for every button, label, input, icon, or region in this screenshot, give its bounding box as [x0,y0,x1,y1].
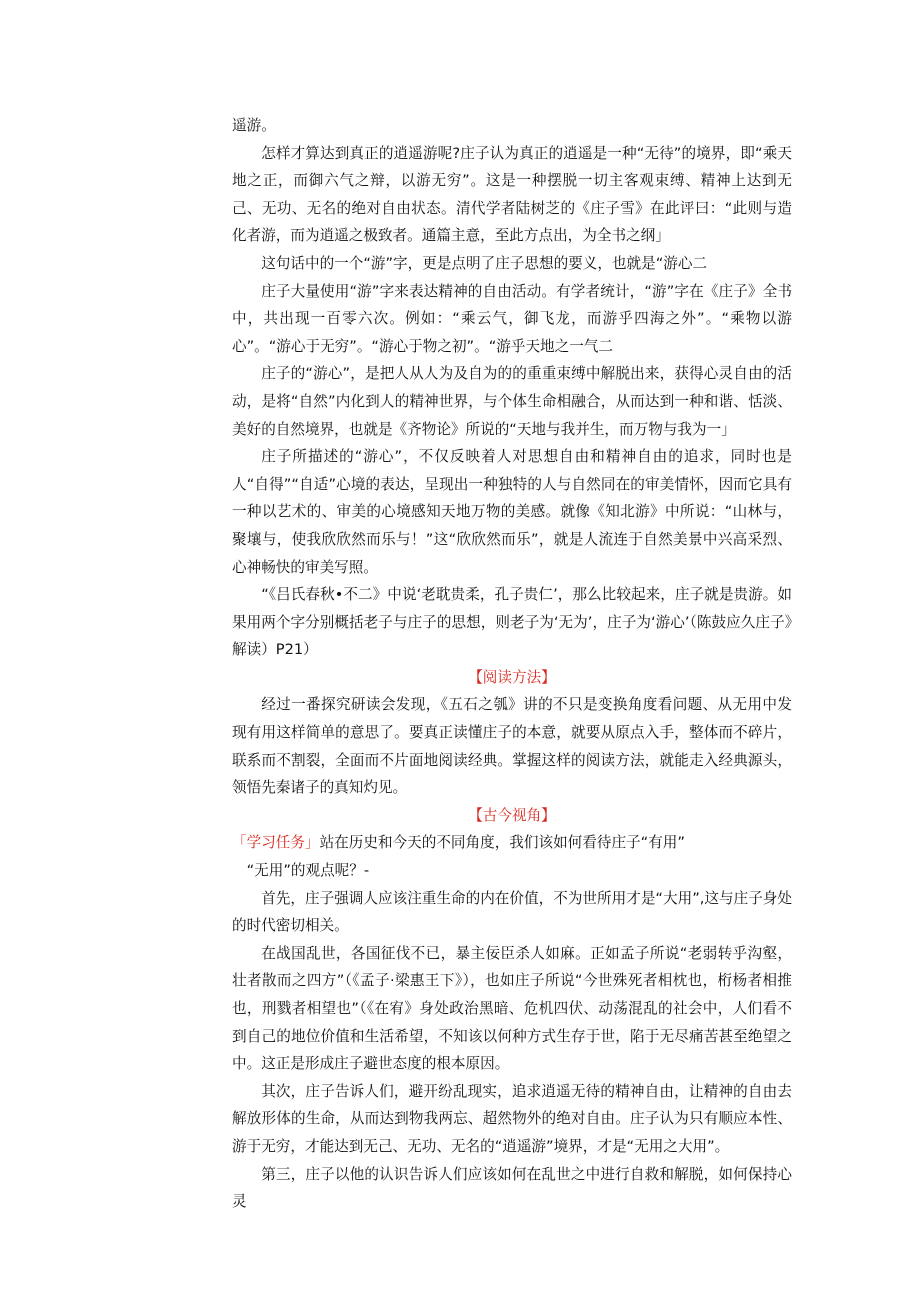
paragraph: 其次，庄子告诉人们，避开纷乱现实，追求逍遥无待的精神自由，让精神的自由去解放形体的生命，从而达到物我两忘、超然物外的绝对自由。庄子认为只有顺应本性、游于无穷，才能达到无己、无功、无名的“逍遥游”境界，才是“无用之大用”。 [232,1082,792,1155]
quote-paragraph: “《吕氏春秋•不二》中说‘老耽贵柔，孔子贵仁’，那么比较起来，庄子就是贵游。如果用两个字分别概括老子与庄子的思想，则老子为‘无为’，庄子为‘游心’（陈鼓应久庄子》解读）P21） [232,586,792,659]
paragraph: 怎样才算达到真正的逍遥游呢?庄子认为真正的逍遥是一种“无待”的境界，即“乘天地之正，而御六气之辩，以游无穷”。这是一种摆脱一切主客观束缚、精神上达到无己、无功、无名的绝对自由状态。清代学者陆树芝的《庄子雪》在此评曰：“此则与造化者游，而为逍遥之极致者。通篇主意，至此方点出，为全书之纲」 [232,144,792,245]
paragraph: 在战国乱世，各国征伐不已，暴主佞臣杀人如麻。正如孟子所说“老弱转乎沟壑，壮者散而之四方”（《孟子·梁惠王下》），也如庄子所说“今世殊死者相枕也，桁杨者相推也，刑戮者相望也”（《在宥》身处政治黑暗、危机四伏、动荡混乱的社会中，人们看不到自己的地位价值和生活希望，不知该以何种方式生存于世，陷于无尽痛苦甚至绝望之中。这正是形成庄子避世态度的根本原因。 [232,944,792,1073]
paragraph: 第三，庄子以他的认识告诉人们应该如何在乱世之中进行自救和解脱，如何保持心灵 [232,1165,792,1211]
learning-task [232,829,792,884]
document-page [232,112,792,1216]
section-heading-reading-method: 【阅读方法】 [468,668,556,686]
section-heading-perspective: 【古今视角】 [468,806,556,824]
paragraph: 遥游。 [232,117,276,134]
paragraph: 首先，庄子强调人应该注重生命的内在价值，不为世所用才是“大用”,这与庄子身处的时代密切相关。 [232,889,792,935]
paragraph: 庄子所描述的“游心”，不仅反映着人对思想自由和精神自由的追求，同时也是人“自得”“自适”心境的表达，呈现出一种独特的人与自然同在的审美情怀，因而它具有一种以艺术的、审美的心境感知天地万物的美感。就像《知北游》中所说：“山林与，聚壤与，使我欣欣然而乐与！”这“欣欣然而乐”，就是人流连于自然美景中兴高采烈、心神畅快的审美写照。 [232,448,792,576]
paragraph: 经过一番探究研读会发现，《五石之瓠》讲的不只是变换角度看问题、从无用中发现有用这样简单的意思了。要真正读懂庄子的本意，就要从原点入手，整体而不碎片，联系而不割裂，全面而不片面地阅读经典。掌握这样的阅读方法，就能走入经典源头，领悟先秦诸子的真知灼见。 [232,696,792,797]
paragraph: 庄子的“游心”，是把人从人为及自为的的重重束缚中解脱出来，获得心灵自由的活动，是将“自然”内化到人的精神世界，与个体生命相融合，从而达到一种和谐、恬淡、美好的自然境界，也就是《齐物论》所说的“天地与我并生，而万物与我为一」 [232,365,792,438]
learning-task-label: 「学习任务」 [232,834,320,852]
learning-task-text: 站在历史和今天的不同角度，我们该如何看待庄子“有用” [319,834,685,852]
paragraph: 这句话中的一个“游”字，更是点明了庄子思想的要义，也就是“游心二 [261,254,708,272]
learning-task-text-continued: “无用”的观点呢？- [246,862,370,880]
paragraph: 庄子大量使用“游”字来表达精神的自由活动。有学者统计，“游”字在《庄子》全书中，共出现一百零六次。例如：“乘云气，御飞龙，而游乎四海之外”。“乘物以游心”。“游心于无穷”。“游心于物之初”。“游乎天地之一气二 [232,282,792,355]
